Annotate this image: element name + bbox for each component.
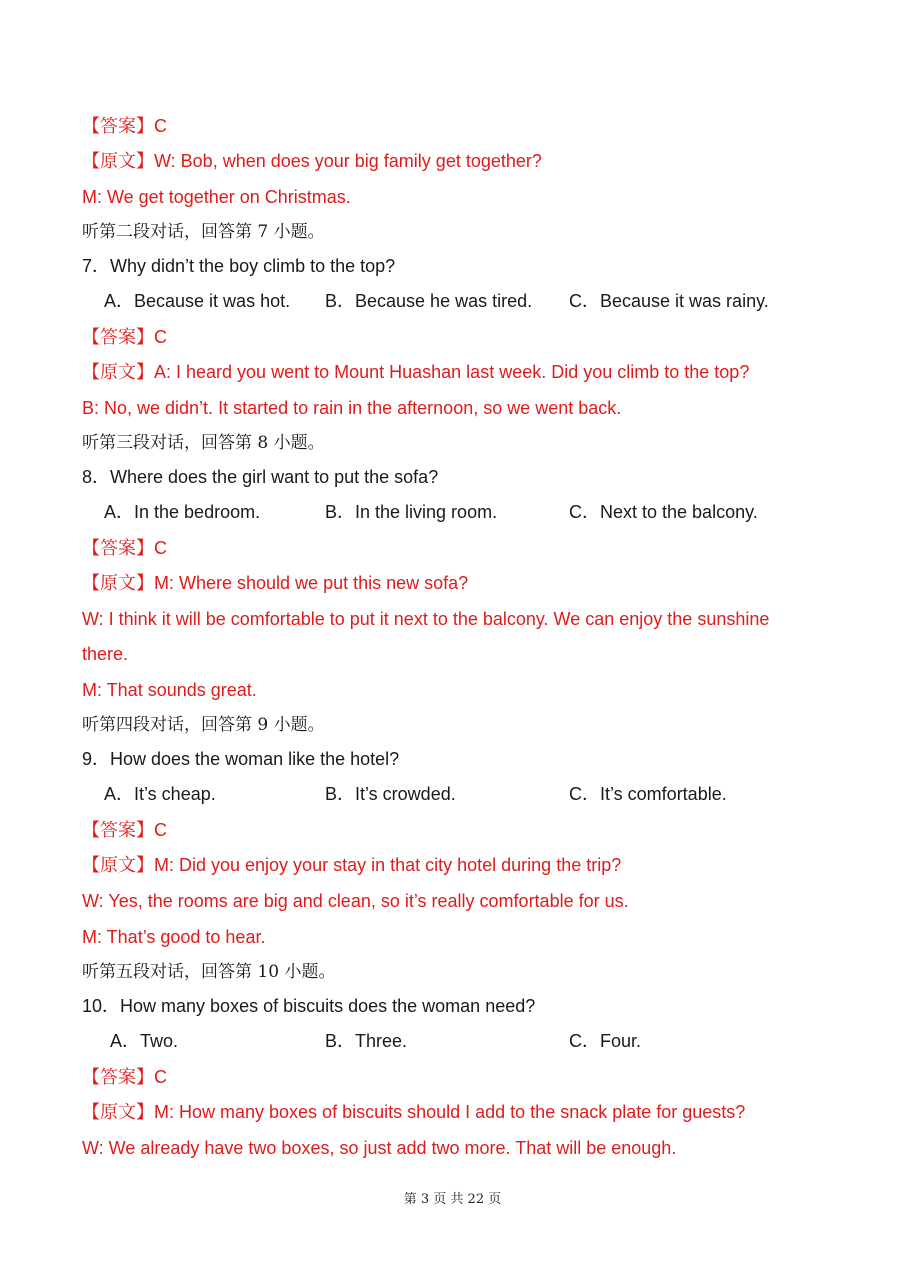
q7-option-b: B．Because he was tired. — [325, 291, 533, 311]
transcript-line: B: No, we didn’t. It started to rain in the afternoon, so we went back. — [82, 398, 622, 418]
question-7: 7．Why didn’t the boy climb to the top? — [82, 256, 396, 276]
transcript-line: W: Yes, the rooms are big and clean, so it’s really comfortable for us. — [82, 891, 629, 911]
q10-option-b: B．Three. — [325, 1031, 408, 1051]
q8-option-b: B．In the living room. — [325, 502, 498, 522]
question-10: 10．How many boxes of biscuits does the woman need? — [82, 996, 536, 1016]
section-instruction: 听第五段对话，回答第 10 小题。 — [82, 962, 336, 982]
transcript-line: W: I think it will be comfortable to put it next to the balcony. We can enjoy the sunshine — [82, 609, 770, 629]
q10-option-c: C．Four. — [569, 1031, 642, 1051]
answer-line: 【答案】C — [82, 538, 167, 558]
section-instruction: 听第四段对话，回答第 9 小题。 — [82, 715, 325, 735]
section-instruction: 听第三段对话，回答第 8 小题。 — [82, 433, 325, 453]
transcript-line: M: That’s good to hear. — [82, 927, 266, 947]
q9-option-b: B．It’s crowded. — [325, 784, 456, 804]
question-8: 8．Where does the girl want to put the sofa? — [82, 467, 439, 487]
q9-option-a: A．It’s cheap. — [104, 784, 216, 804]
q8-option-c: C．Next to the balcony. — [569, 502, 758, 522]
transcript-line: 【原文】M: Did you enjoy your stay in that city hotel during the trip? — [82, 855, 622, 875]
transcript-line: W: We already have two boxes, so just add two more. That will be enough. — [82, 1138, 677, 1158]
q7-option-c: C．Because it was rainy. — [569, 291, 769, 311]
page-number-footer: 第 3 页 共 22 页 — [403, 1192, 502, 1207]
q10-option-a: A．Two. — [110, 1031, 179, 1051]
transcript-line: 【原文】M: Where should we put this new sofa? — [82, 573, 469, 593]
transcript-line: M: We get together on Christmas. — [82, 187, 351, 207]
answer-line: 【答案】C — [82, 820, 167, 840]
section-instruction: 听第二段对话，回答第 7 小题。 — [82, 222, 325, 242]
question-9: 9．How does the woman like the hotel? — [82, 749, 400, 769]
answer-line: 【答案】C — [82, 1067, 167, 1087]
transcript-line: there. — [82, 644, 129, 664]
answer-line: 【答案】C — [82, 327, 167, 347]
q9-option-c: C．It’s comfortable. — [569, 784, 727, 804]
transcript-line: 【原文】A: I heard you went to Mount Huashan last week. Did you climb to the top? — [82, 362, 750, 382]
transcript-line: M: That sounds great. — [82, 680, 257, 700]
q7-option-a: A．Because it was hot. — [104, 291, 291, 311]
transcript-line: 【原文】W: Bob, when does your big family get together? — [82, 151, 542, 171]
answer-line: 【答案】C — [82, 116, 167, 136]
transcript-line: 【原文】M: How many boxes of biscuits should I add to the snack plate for guests? — [82, 1102, 746, 1122]
q8-option-a: A．In the bedroom. — [104, 502, 261, 522]
